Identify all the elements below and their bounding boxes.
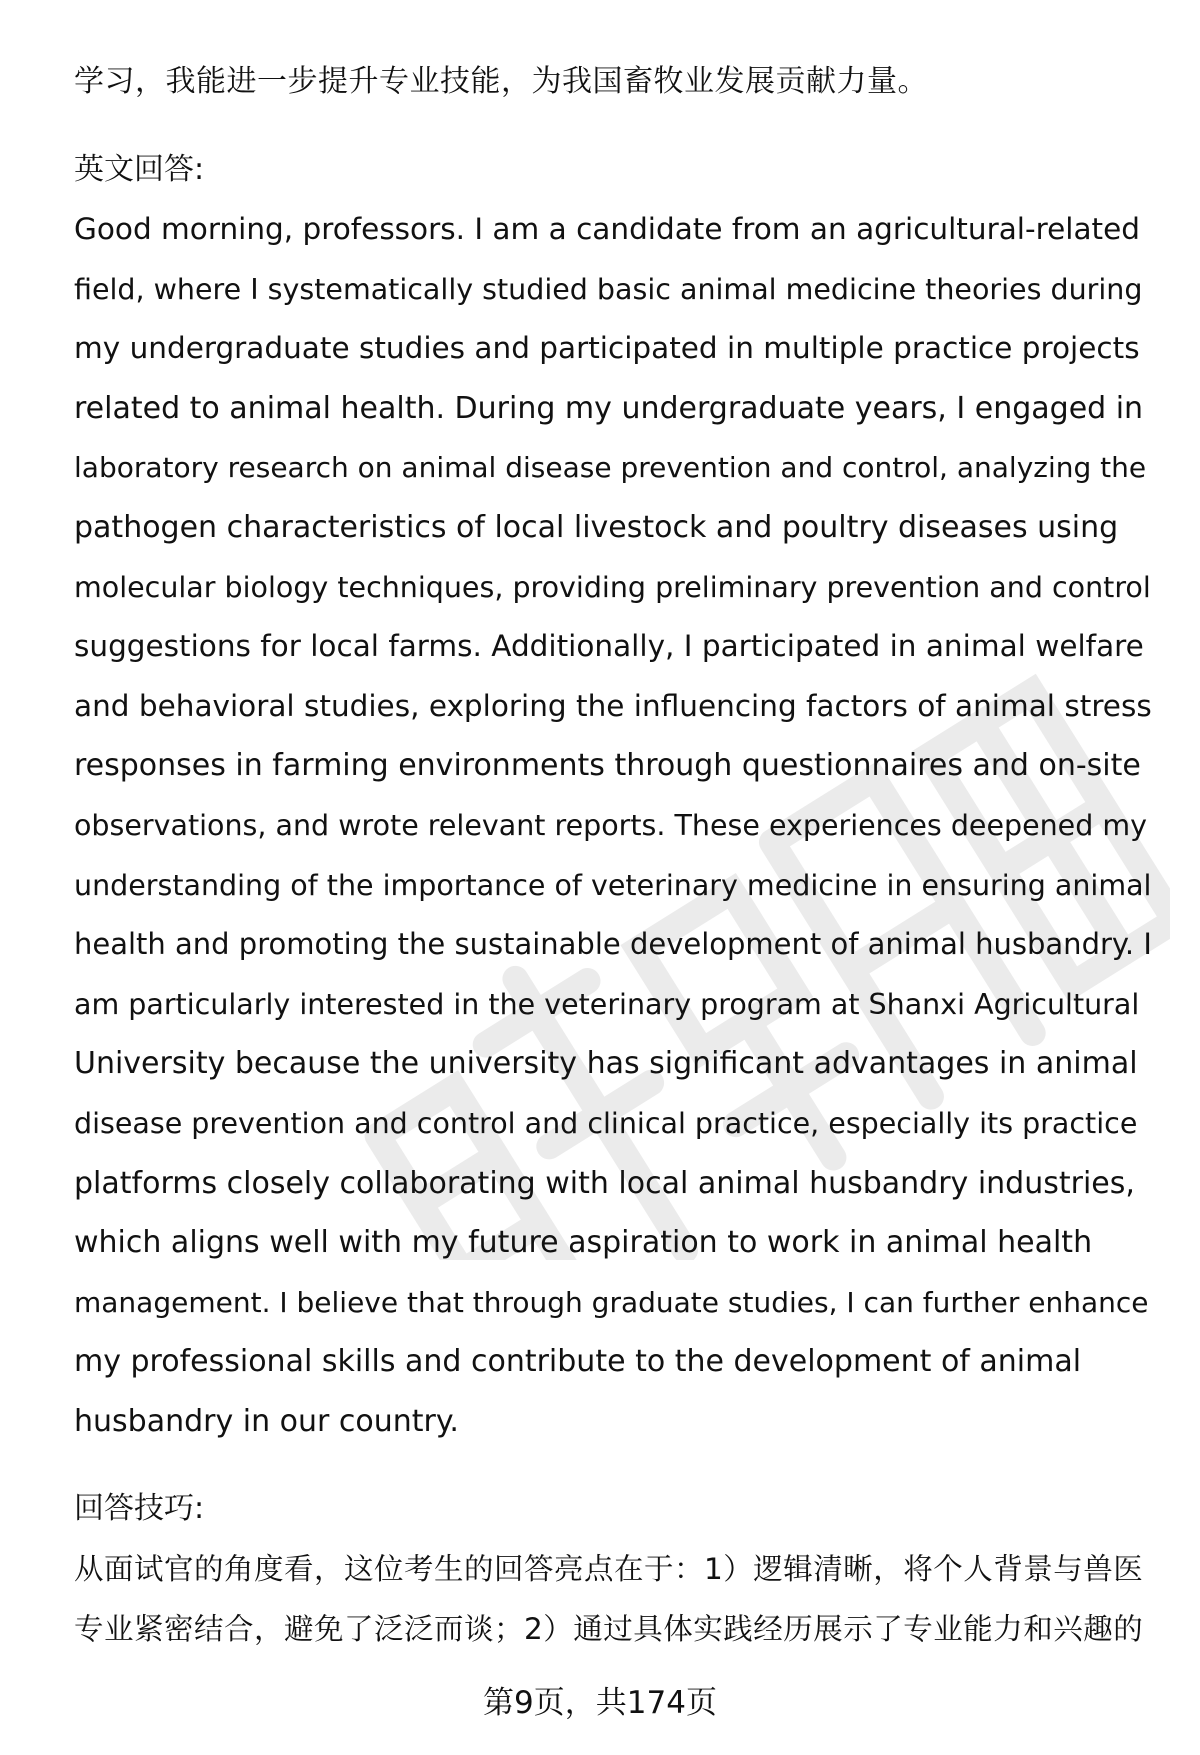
intro-paragraph: 学习，我能进一步提升专业技能，为我国畜牧业发展贡献力量。 — [74, 64, 928, 99]
english-answer-line: and behavioral studies, exploring the influencing factors of animal stress — [74, 688, 1152, 723]
english-answer-line: suggestions for local farms. Additionally, I participated in animal welfare — [74, 629, 1144, 664]
english-answer-line: husbandry in our country. — [74, 1403, 459, 1439]
page-number-footer: 第9页，共174页 — [483, 1685, 717, 1721]
english-answer-line: platforms closely collaborating with local animal husbandry industries, — [74, 1165, 1135, 1201]
english-answer-line: related to animal health. During my undergraduate years, I engaged in — [74, 390, 1144, 426]
english-answer-line: Good morning, professors. I am a candidate from an agricultural-related — [74, 212, 1140, 246]
english-answer-paragraph — [74, 200, 1154, 1451]
english-answer-line: pathogen characteristics of local livestock and poultry diseases using — [74, 509, 1119, 545]
english-answer-line: my undergraduate studies and participated in multiple practice projects — [74, 331, 1140, 366]
english-answer-line: management. I believe that through graduate studies, I can further enhance — [74, 1285, 1149, 1319]
english-answer-line: which aligns well with my future aspiration to work in animal health — [74, 1225, 1093, 1261]
tips-line: 从面试官的角度看，这位考生的回答亮点在于：1）逻辑清晰，将个人背景与兽医 — [74, 1552, 1144, 1587]
english-answer-line: disease prevention and control and clinical practice, especially its practice — [74, 1106, 1138, 1140]
english-answer-line: health and promoting the sustainable development of animal husbandry. I — [74, 927, 1152, 962]
english-answer-line: observations, and wrote relevant reports. These experiences deepened my — [74, 808, 1147, 842]
document-body — [74, 52, 1154, 1659]
english-answer-line: understanding of the importance of veterinary medicine in ensuring animal — [74, 868, 1152, 902]
english-answer-line: field, where I systematically studied basic animal medicine theories during — [74, 272, 1143, 306]
tips-heading: 回答技巧: — [74, 1491, 205, 1527]
paragraph-gap — [74, 1451, 1154, 1479]
english-answer-line: molecular biology techniques, providing preliminary prevention and control — [74, 570, 1151, 604]
paragraph-gap — [74, 112, 1154, 140]
english-answer-heading: 英文回答: — [74, 152, 205, 187]
english-answer-line: my professional skills and contribute to the development of animal — [74, 1344, 1082, 1380]
english-answer-line: responses in farming environments through questionnaires and on-site — [74, 748, 1141, 784]
tips-line: 专业紧密结合，避免了泛泛而谈；2）通过具体实践经历展示了专业能力和兴趣的 — [74, 1612, 1144, 1647]
english-answer-line: am particularly interested in the veterinary program at Shanxi Agricultural — [74, 987, 1140, 1021]
english-answer-line: laboratory research on animal disease prevention and control, analyzing the — [74, 451, 1147, 485]
english-answer-line: University because the university has significant advantages in animal — [74, 1046, 1138, 1082]
